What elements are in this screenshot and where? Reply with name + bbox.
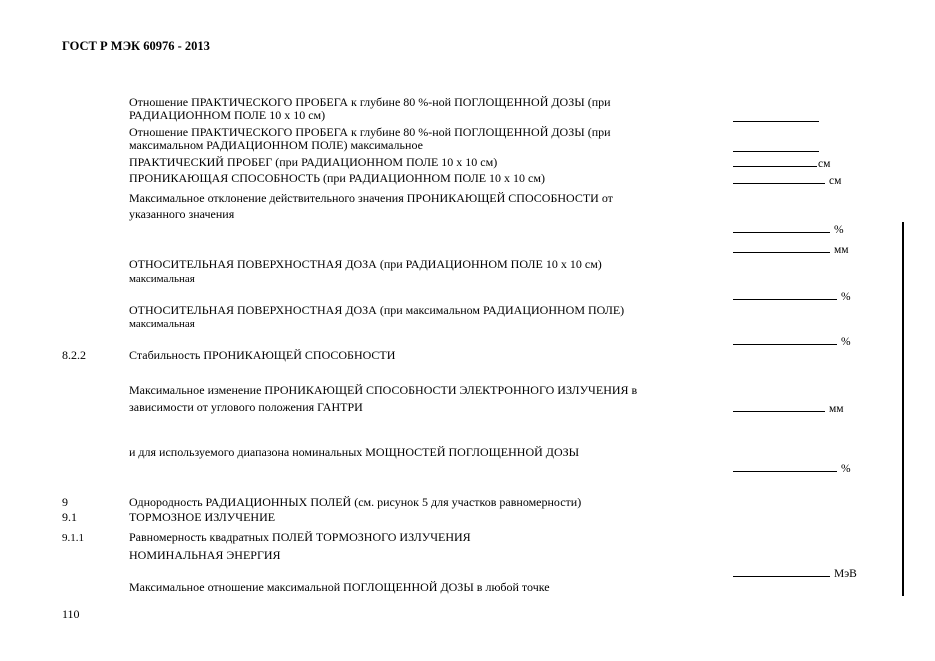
fill-in-blank — [733, 173, 841, 188]
text-line: НОМИНАЛЬНАЯ ЭНЕРГИЯ — [129, 548, 281, 562]
section-heading: ТОРМОЗНОЕ ИЗЛУЧЕНИЕ — [129, 510, 276, 524]
text-line: РАДИАЦИОННОМ ПОЛЕ 10 х 10 см) — [129, 108, 326, 122]
section-number: 9 — [62, 495, 68, 509]
unit-label: мм — [829, 403, 844, 415]
text-line: максимальном РАДИАЦИОННОМ ПОЛЕ) максимальное — [129, 138, 423, 152]
section-number: 8.2.2 — [62, 348, 86, 362]
fill-in-blank — [733, 111, 823, 126]
page-number: 110 — [62, 607, 80, 621]
text-line: ПРОНИКАЮЩАЯ СПОСОБНОСТЬ (при РАДИАЦИОННОМ ПОЛЕ 10 х 10 см) — [129, 171, 545, 185]
text-line: максимальная — [129, 273, 195, 285]
text-line: Максимальное отношение максимальной ПОГЛОЩЕННОЙ ДОЗЫ в любой точке — [129, 580, 550, 594]
text-line: ПРАКТИЧЕСКИЙ ПРОБЕГ (при РАДИАЦИОННОМ ПОЛЕ 10 х 10 см) — [129, 155, 498, 169]
fill-in-blank — [733, 141, 823, 156]
section-number: 9.1 — [62, 510, 77, 524]
text-line: максимальная — [129, 318, 195, 330]
section-heading: Однородность РАДИАЦИОННЫХ ПОЛЕЙ (см. рисунок 5 для участков равномерности) — [129, 495, 582, 509]
unit-label: % — [841, 463, 851, 475]
fill-in-blank — [733, 289, 851, 304]
fill-in-blank — [733, 222, 844, 237]
text-line: ОТНОСИТЕЛЬНАЯ ПОВЕРХНОСТНАЯ ДОЗА (при РАДИАЦИОННОМ ПОЛЕ 10 х 10 см) — [129, 257, 602, 271]
section-heading: Стабильность ПРОНИКАЮЩЕЙ СПОСОБНОСТИ — [129, 348, 396, 362]
text-line: ОТНОСИТЕЛЬНАЯ ПОВЕРХНОСТНАЯ ДОЗА (при максимальном РАДИАЦИОННОМ ПОЛЕ) — [129, 303, 625, 317]
fill-in-blank — [733, 401, 844, 416]
document-header-title: ГОСТ Р МЭК 60976 - 2013 — [62, 39, 210, 53]
section-heading: Равномерность квадратных ПОЛЕЙ ТОРМОЗНОГО ИЗЛУЧЕНИЯ — [129, 530, 471, 544]
text-line: Отношение ПРАКТИЧЕСКОГО ПРОБЕГА к глубине 80 %-ной ПОГЛОЩЕННОЙ ДОЗЫ (при — [129, 95, 611, 109]
fill-in-blank — [733, 461, 851, 476]
unit-label: см — [818, 158, 831, 170]
unit-label: % — [841, 291, 851, 303]
section-number: 9.1.1 — [62, 532, 84, 544]
change-bar — [902, 222, 904, 596]
fill-in-blank — [733, 242, 849, 257]
unit-label: мм — [834, 244, 849, 256]
text-line: Максимальное отклонение действительного значения ПРОНИКАЮЩЕЙ СПОСОБНОСТИ от — [129, 191, 613, 205]
text-line: указанного значения — [129, 207, 235, 221]
text-line: Отношение ПРАКТИЧЕСКОГО ПРОБЕГА к глубине 80 %-ной ПОГЛОЩЕННОЙ ДОЗЫ (при — [129, 125, 611, 139]
unit-label: МэВ — [834, 568, 857, 580]
text-line: зависимости от углового положения ГАНТРИ — [129, 400, 363, 414]
fill-in-blank — [733, 566, 857, 581]
fill-in-blank — [733, 156, 830, 171]
unit-label: % — [841, 336, 851, 348]
unit-label: % — [834, 224, 844, 236]
text-line: Максимальное изменение ПРОНИКАЮЩЕЙ СПОСОБНОСТИ ЭЛЕКТРОННОГО ИЗЛУЧЕНИЯ в — [129, 383, 638, 397]
text-line: и для используемого диапазона номинальных МОЩНОСТЕЙ ПОГЛОЩЕННОЙ ДОЗЫ — [129, 445, 580, 459]
fill-in-blank — [733, 334, 851, 349]
unit-label: см — [829, 175, 842, 187]
